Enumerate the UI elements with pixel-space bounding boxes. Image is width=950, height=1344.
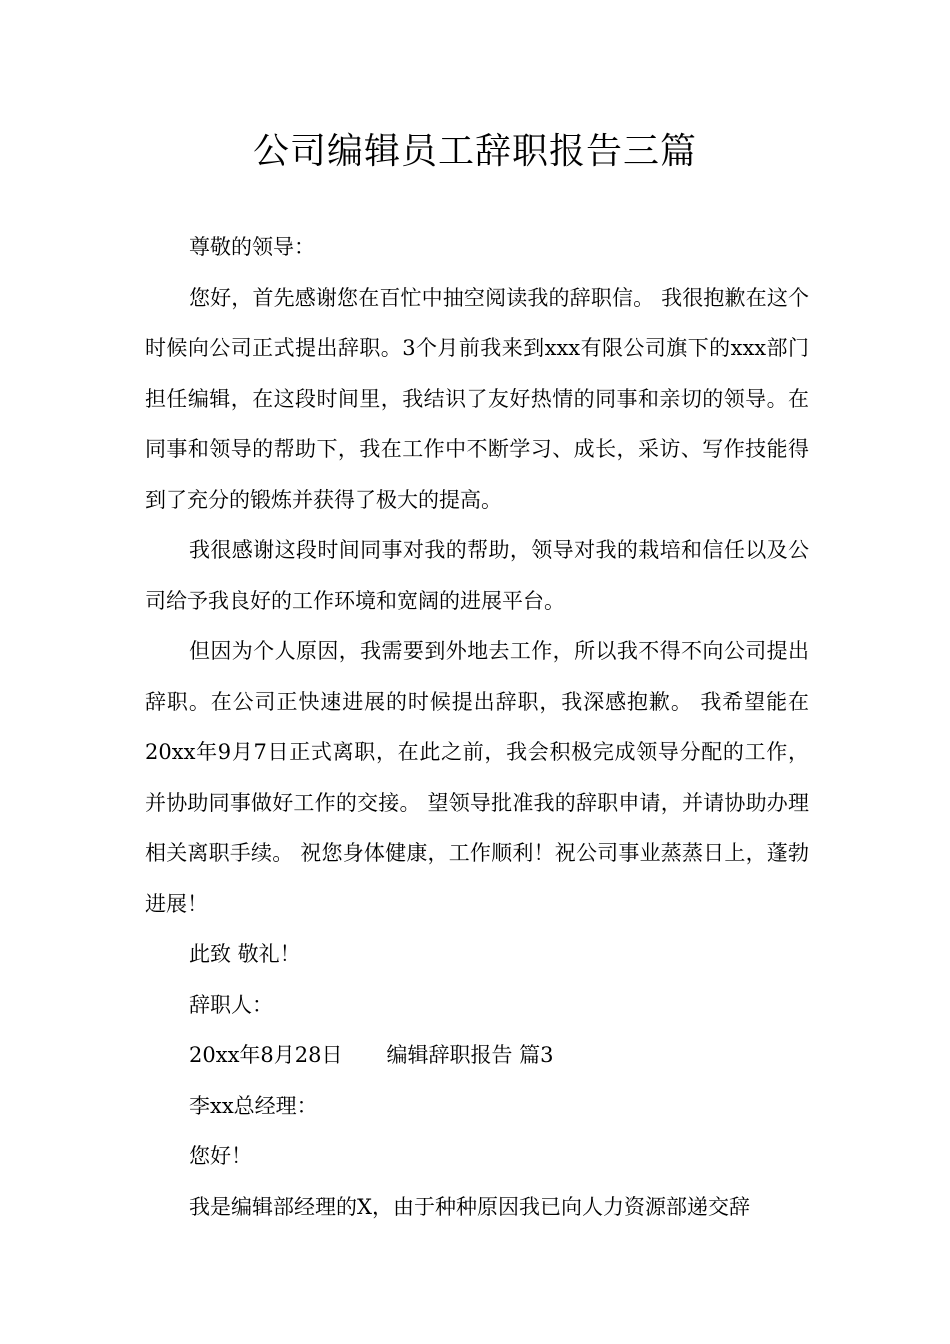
body-paragraph-3: 但因为个人原因，我需要到外地去工作，所以我不得不向公司提出辞职。在公司正快速进展的时候提出辞职，我深感抱歉。 我希望能在20xx年9月7日正式离职，在此之前，我会积极完成领导分配的工作，并协助同事做好工作的交接。 望领导批准我的辞职申请，并请协助办理相关离职手续。 祝您身体健康，工作顺利！祝公司事业蒸蒸日上，蓬勃进展！ <box>145 639 809 916</box>
recipient: 李xx总经理： <box>189 1093 318 1118</box>
signer-label: 辞职人： <box>189 992 273 1017</box>
greeting: 您好！ <box>189 1144 252 1168</box>
document-title: 公司编辑员工辞职报告三篇 <box>252 131 697 172</box>
body-paragraph-1: 您好，首先感谢您在百忙中抽空阅读我的辞职信。 我很抱歉在这个时候向公司正式提出辞职。3个月前我来到xxx有限公司旗下的xxx部门担任编辑，在这段时间里，我结识了友好热情的同事和亲切的领导。在同事和领导的帮助下，我在工作中不断学习、成长，采访、写作技能得到了充分的锻炼并获得了极大的提高。 <box>145 285 809 512</box>
next-section-heading: 编辑辞职报告 篇3 <box>386 1043 554 1067</box>
date-and-next-heading <box>145 1030 809 1081</box>
last-paragraph: 我是编辑部经理的X，由于种种原因我已向人力资源部递交辞 <box>189 1194 750 1219</box>
letter-date: 20xx年8月28日 <box>189 1043 343 1067</box>
salutation: 尊敬的领导： <box>189 235 315 259</box>
closing: 此致 敬礼！ <box>189 942 301 966</box>
document-body <box>145 222 809 1232</box>
body-paragraph-2: 我很感谢这段时间同事对我的帮助，领导对我的栽培和信任以及公司给予我良好的工作环境和宽阔的进展平台。 <box>145 538 809 613</box>
